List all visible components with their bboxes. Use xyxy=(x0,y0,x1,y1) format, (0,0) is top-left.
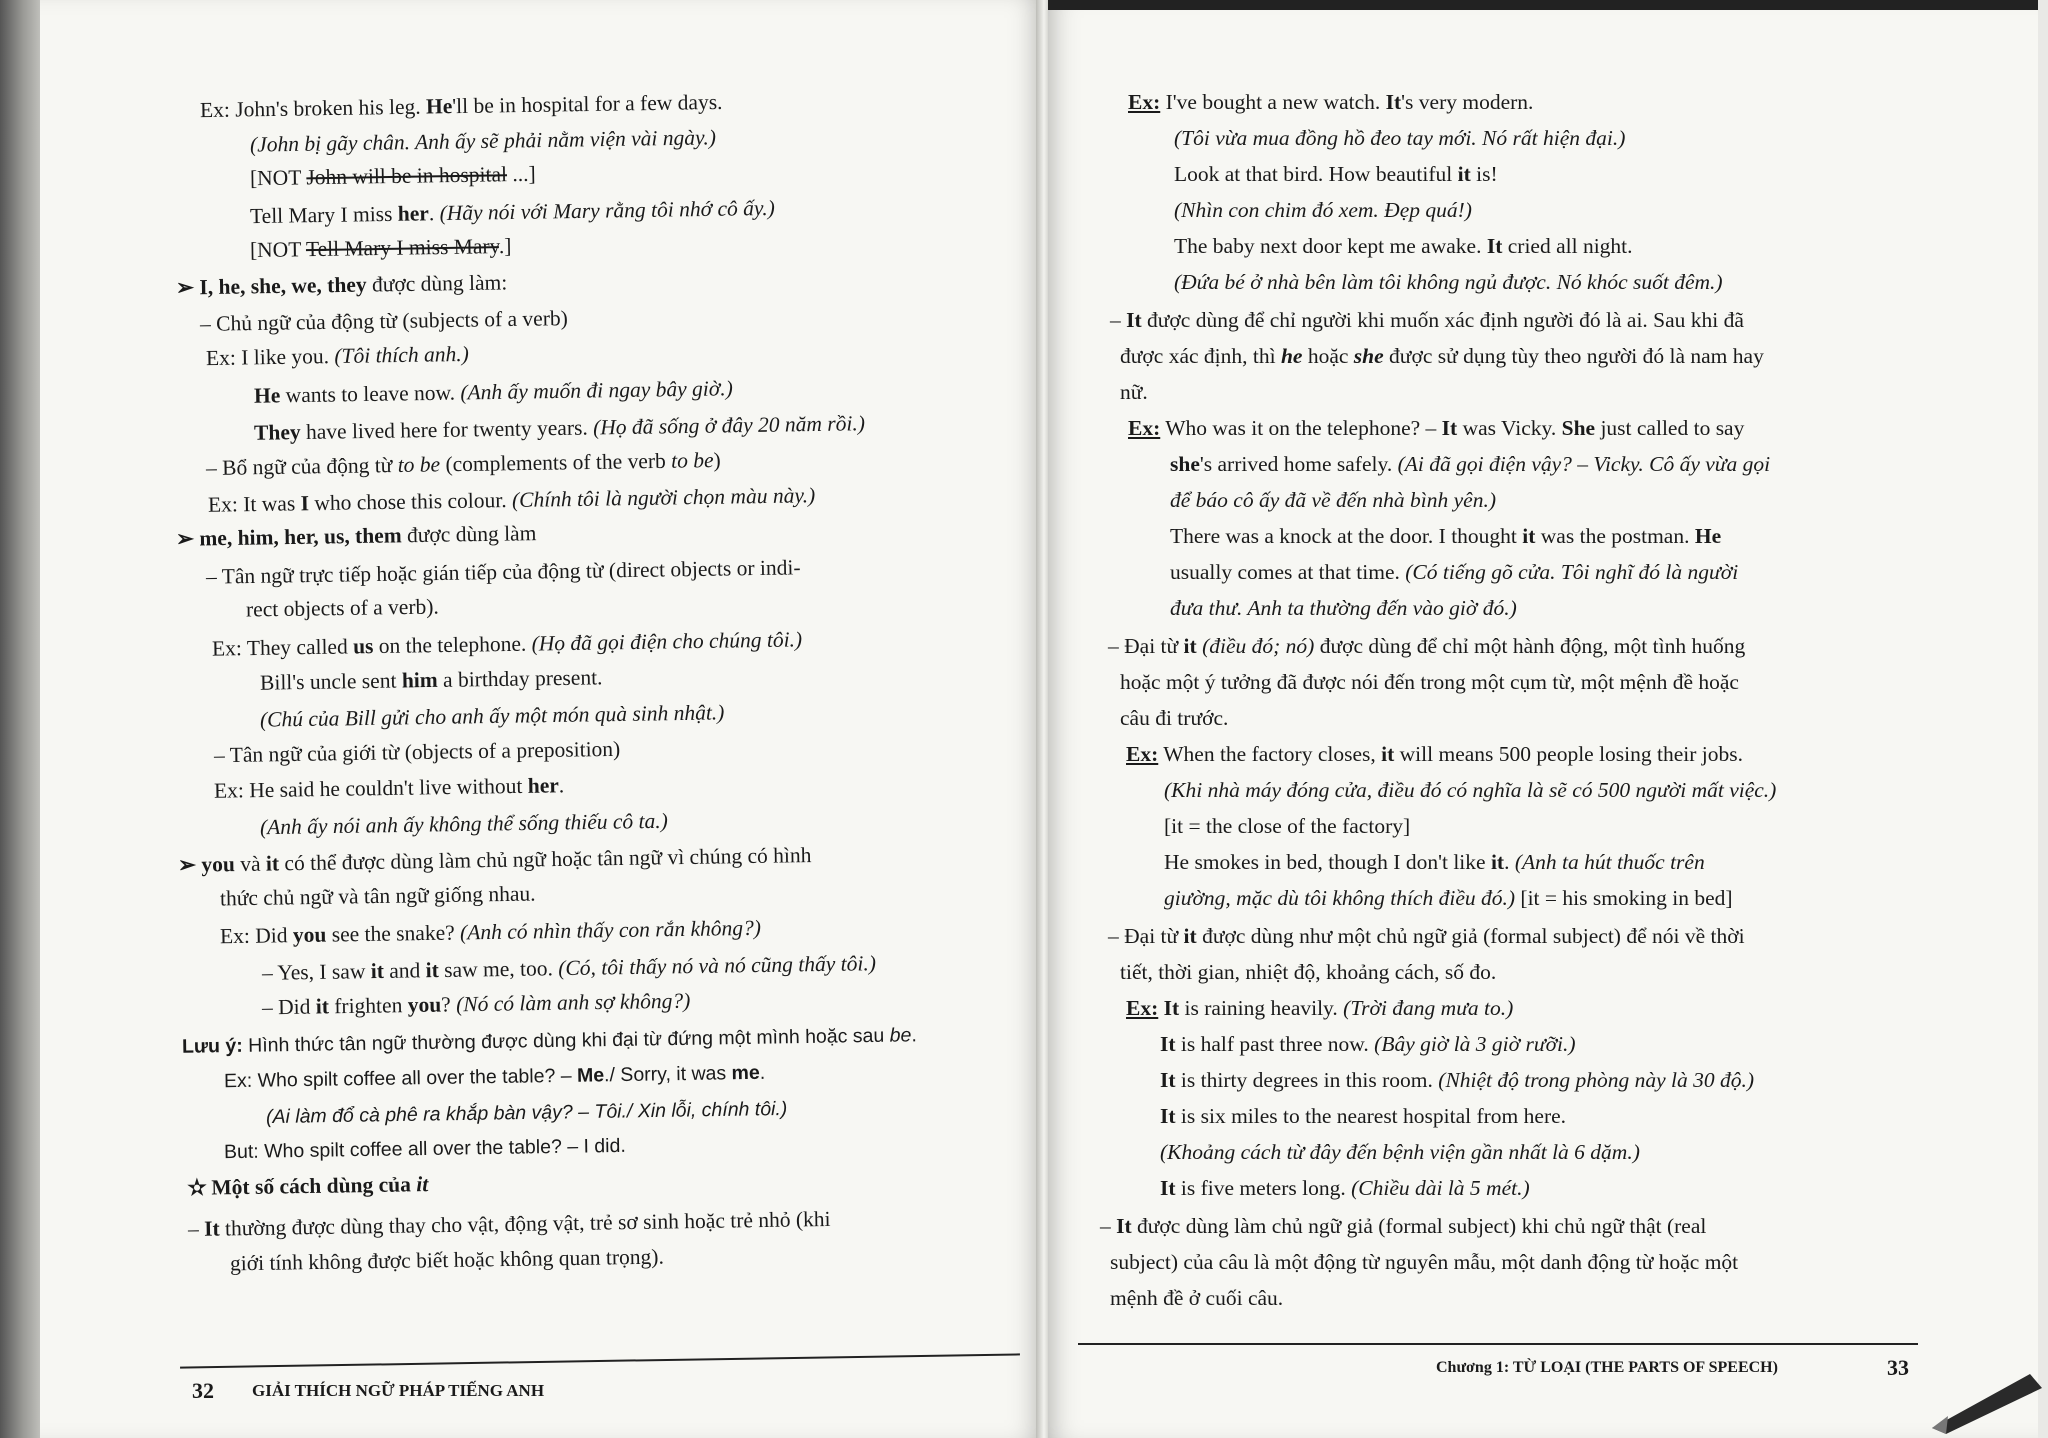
right-page-text-span: It xyxy=(1486,234,1503,258)
right-page-text-span: subject) của câu là một động từ nguyên mẫu, một danh động từ hoặc một xyxy=(1110,1250,1739,1274)
right-page-text-line xyxy=(1128,414,1744,442)
left-page-text-span: Ex: Who spilt coffee all over the table? – xyxy=(223,1064,578,1093)
right-page-text-span: (Ai đã gọi điện vậy? – Vicky. Cô ấy vừa gọi xyxy=(1397,452,1771,476)
right-page-text-span: – xyxy=(1100,1214,1117,1238)
left-page-text-span: They xyxy=(253,420,301,445)
right-page-text-line xyxy=(1120,704,1228,732)
right-page-text-span: 's very modern. xyxy=(1401,90,1534,114)
left-page-text-span: Ex: I like you. xyxy=(205,344,335,371)
right-page-text-span: is five meters long. xyxy=(1175,1176,1352,1200)
right-page-text-span: được sử dụng tùy theo người đó là nam hay xyxy=(1383,344,1764,368)
left-page-text-span: ✫ xyxy=(187,1175,212,1200)
right-page-text-line xyxy=(1170,486,1496,514)
right-page-text-line xyxy=(1160,1030,1576,1058)
right-page-text-span: cried all night. xyxy=(1502,234,1633,258)
left-page-text-span: see the snake? xyxy=(326,920,461,947)
right-page-text-line xyxy=(1174,268,1723,296)
right-page-text-span: it xyxy=(1522,524,1536,548)
left-page-text-line xyxy=(246,592,439,623)
right-page-text-line xyxy=(1160,1138,1640,1166)
right-page-text-span: He xyxy=(1694,524,1722,548)
left-page-text-span: and xyxy=(383,958,426,983)
left-page-text-line xyxy=(200,304,568,338)
right-page-text-line xyxy=(1126,740,1743,768)
left-page-text-span: được dùng làm: xyxy=(366,270,508,297)
right-page-text-span: – Đại từ xyxy=(1108,924,1184,948)
left-page-text-line xyxy=(200,88,723,124)
right-page-text-line xyxy=(1170,450,1770,478)
left-page-text-span: (complements of the verb xyxy=(439,448,672,477)
left-page-text-span: – xyxy=(187,1216,205,1242)
right-page-text-line xyxy=(1108,922,1745,950)
right-page xyxy=(1048,0,2038,1438)
left-page-text-line xyxy=(266,1094,788,1131)
right-page-text-span: (Nhiệt độ trong phòng này là 30 độ.) xyxy=(1438,1068,1754,1092)
right-page-text-span: It xyxy=(1126,308,1142,332)
left-page-text-span: saw me, too. xyxy=(438,956,559,983)
left-page-text-span: – Tân ngữ trực tiếp hoặc gián tiếp của động từ (direct objects or indi- xyxy=(205,555,801,589)
right-page-text-span: được dùng như một chủ ngữ giả (formal subject) để nói về thời xyxy=(1196,924,1745,948)
left-page-text-span: ➢ xyxy=(177,852,202,877)
left-page-text-span: to be xyxy=(670,448,714,473)
left-page-text-line xyxy=(262,949,876,987)
right-page-text-line xyxy=(1100,1212,1706,1240)
left-page-text-span: on the telephone. xyxy=(373,631,532,659)
left-page-text-line xyxy=(254,409,865,447)
left-page-text-line xyxy=(188,1170,429,1202)
right-footer-rule xyxy=(1078,1343,1918,1345)
right-page-text-line xyxy=(1120,342,1764,370)
right-page-text-span: (Trời đang mưa to.) xyxy=(1343,996,1514,1020)
right-page-text-span: It xyxy=(1163,996,1180,1020)
left-page-text-span: (Họ đã gọi điện cho chúng tôi.) xyxy=(531,627,803,656)
left-page-text-span: . xyxy=(558,773,565,798)
left-page-text-line xyxy=(188,1205,831,1243)
left-page-text-span: it xyxy=(370,958,385,984)
left-page-text-span: us xyxy=(352,634,374,659)
right-page-text-line xyxy=(1164,812,1410,840)
left-page-text-span: ) xyxy=(713,447,721,473)
left-page-text-span: thức chủ ngữ và tân ngữ giống nhau. xyxy=(219,881,536,911)
left-page-text-line xyxy=(260,663,603,696)
left-page-text-line xyxy=(254,374,733,410)
right-page-text-span: will means 500 people losing their jobs. xyxy=(1394,742,1744,766)
right-page-text-line xyxy=(1174,232,1633,260)
left-page-text-line xyxy=(250,123,716,158)
left-page-text-span: Ex: They called xyxy=(211,634,354,661)
left-page-text-span: – Chủ ngữ của động từ (subjects of a verb) xyxy=(199,306,568,336)
right-page-text-span: Ex: xyxy=(1128,90,1161,114)
right-page-text-span: Look at that bird. How beautiful xyxy=(1174,162,1458,186)
right-page-text-span: There was a knock at the door. I thought xyxy=(1170,524,1523,548)
right-page-text-span: được dùng để chỉ người khi muốn xác định người đó là ai. Sau khi đã xyxy=(1141,308,1744,332)
right-page-text-span: (Tôi vừa mua đồng hồ đeo tay mới. Nó rất hiện đại.) xyxy=(1174,126,1626,150)
right-page-text-line xyxy=(1170,594,1517,622)
right-page-text-line xyxy=(1126,994,1513,1022)
left-page-text-span: – Yes, I saw xyxy=(261,959,371,985)
left-page-text-span: [NOT xyxy=(249,237,307,263)
left-page-text-span: Lưu ý: xyxy=(181,1034,243,1058)
left-page-text-line xyxy=(250,194,775,230)
right-page-text-span: it xyxy=(1490,850,1505,874)
left-page-text-span: him xyxy=(401,667,438,693)
left-page-text-span: have lived here for twenty years. xyxy=(300,415,594,445)
left-page-text-line xyxy=(206,340,469,372)
right-page-text-line xyxy=(1174,124,1625,152)
right-footer-page-number: 33 xyxy=(1887,1355,1909,1380)
left-page-text-span: có thể được dùng làm chủ ngữ hoặc tân ngữ vì chúng có hình xyxy=(278,843,812,876)
left-page-text-span: it xyxy=(416,1172,429,1197)
right-page-text-span: hoặc một ý tưởng đã được nói đến trong một cụm từ, một mệnh đề hoặc xyxy=(1120,670,1739,694)
right-page-text-span: is half past three now. xyxy=(1175,1032,1375,1056)
left-page-text-span: (Tôi thích anh.) xyxy=(334,341,469,369)
left-page-text-span: . xyxy=(759,1061,766,1084)
right-page-text-line xyxy=(1108,632,1745,660)
right-page-text-line xyxy=(1174,196,1472,224)
right-page-text-span: It xyxy=(1160,1176,1176,1200)
left-page-text-line xyxy=(182,1020,917,1061)
right-page-text-span: 's arrived home safely. xyxy=(1199,452,1398,476)
right-page-text-span: đưa thư. Anh ta thường đến vào giờ đó.) xyxy=(1170,596,1517,620)
left-page-text-span: ➢ xyxy=(175,526,200,551)
left-page-text-span: it xyxy=(425,958,440,983)
left-page-text-span: (Anh ấy nói anh ấy không thể sống thiếu cô ta.) xyxy=(259,808,668,840)
left-page-text-line xyxy=(250,232,512,264)
right-page-text-span: (Nhìn con chim đó xem. Đẹp quá!) xyxy=(1174,198,1472,222)
left-page-text-line xyxy=(176,519,537,553)
right-page-text-span: (Chiều dài là 5 mét.) xyxy=(1351,1176,1530,1200)
left-page-text-span: her xyxy=(397,201,430,226)
left-page-text-span: – Tân ngữ của giới từ (objects of a preposition) xyxy=(213,736,621,768)
right-page-text-span: giường, mặc dù tôi không thích điều đó.) xyxy=(1164,886,1516,910)
left-page-text-span: (Họ đã sống ở đây 20 năm rồi.) xyxy=(592,411,866,440)
left-page-text-line xyxy=(208,481,816,519)
left-page-text-line xyxy=(262,987,691,1022)
right-page-text-span: it xyxy=(1183,924,1197,948)
left-page-text-span: it xyxy=(315,994,330,1019)
right-page-text-span: just called to say xyxy=(1595,416,1745,440)
left-page-text-span: I xyxy=(300,491,310,516)
left-page-text-line xyxy=(220,880,536,913)
right-page-text-span: . xyxy=(1504,850,1515,874)
left-page-text-span: rect objects of a verb). xyxy=(245,594,439,622)
left-page-text-span: . xyxy=(428,201,440,226)
right-page-text-span: được dùng để chỉ một hành động, một tình huống xyxy=(1314,634,1746,658)
left-page-text-span: who chose this colour. xyxy=(308,487,513,516)
left-page-text-span: Tell Mary I miss Mary xyxy=(305,234,500,262)
left-page-text-span: it xyxy=(265,851,280,876)
left-page-text-line xyxy=(206,553,801,590)
left-page-text-line xyxy=(176,268,508,301)
left-page-text-line xyxy=(260,698,725,733)
right-page-text-span: she xyxy=(1170,452,1200,476)
left-page-text-span: thường được dùng thay cho vật, động vật, trẻ sơ sinh hoặc trẻ nhỏ (khi xyxy=(219,1206,831,1241)
right-page-text-line xyxy=(1110,1284,1283,1312)
right-page-text-span: he xyxy=(1280,344,1303,368)
right-page-text-span: it xyxy=(1457,162,1471,186)
right-page-text-span: it xyxy=(1183,634,1197,658)
left-page-text-span: you xyxy=(407,992,442,1018)
left-page-text-span: her xyxy=(527,773,559,798)
left-page-text-span: (Nó có làm anh sợ không?) xyxy=(455,988,691,1017)
left-page-text-span: He xyxy=(425,94,453,119)
left-page-text-line xyxy=(224,1058,766,1095)
left-page-text-span: ➢ xyxy=(175,275,200,300)
right-page-text-span: It xyxy=(1385,90,1402,114)
right-page-text-span: được dùng làm chủ ngữ giả (formal subject) khi chủ ngữ thật (real xyxy=(1131,1214,1707,1238)
right-page-text-line xyxy=(1120,378,1148,406)
left-page-text-span: He xyxy=(253,383,281,408)
right-page-text-span: usually comes at that time. xyxy=(1170,560,1406,584)
left-page-text-line xyxy=(224,1131,626,1166)
left-page-text-span: được dùng làm xyxy=(401,521,537,548)
left-page-text-span: (Ai làm đổ cà phê ra khắp bàn vậy? – Tôi./ Xin lỗi, chính tôi.) xyxy=(265,1097,788,1129)
right-page-text-span: The baby next door kept me awake. xyxy=(1174,234,1487,258)
right-page-text-span: It xyxy=(1116,1214,1132,1238)
left-page-text-span: .] xyxy=(498,233,512,259)
right-page-text-span: [it = the close of the factory] xyxy=(1164,814,1411,838)
left-page-text-span: wants to leave now. xyxy=(280,380,461,408)
right-page-text-line xyxy=(1164,776,1776,804)
left-page-text-span: [NOT xyxy=(249,165,307,191)
right-page-text-span: was the postman. xyxy=(1535,524,1695,548)
right-page-text-span: Who was it on the telephone? – xyxy=(1160,416,1442,440)
pencil-mark-icon xyxy=(1926,1366,2046,1436)
left-page-text-span: ? xyxy=(440,992,457,1017)
left-page-text-line xyxy=(178,841,812,879)
top-edge xyxy=(1048,0,2038,10)
right-page-text-span: – xyxy=(1110,308,1127,332)
left-page-text-span: be xyxy=(889,1024,912,1047)
right-page-text-span: It xyxy=(1441,416,1458,440)
right-page-text-span: It xyxy=(1160,1032,1176,1056)
left-footer-page-number: 32 xyxy=(192,1378,214,1403)
right-page-text-span: hoặc xyxy=(1302,344,1354,368)
left-page-text-span: John will be in hospital xyxy=(306,162,508,190)
left-page-text-line xyxy=(212,625,803,662)
right-footer-chapter: Chương 1: TỪ LOẠI (THE PARTS OF SPEECH) xyxy=(1436,1359,1778,1376)
right-page-text-span: I've bought a new watch. xyxy=(1160,90,1386,114)
left-page-text-span: to be xyxy=(397,452,441,478)
right-page-text-span: [it = his smoking in bed] xyxy=(1515,886,1733,910)
right-page-text-span: (Khi nhà máy đóng cửa, điều đó có nghĩa là sẽ có 500 người mất việc.) xyxy=(1164,778,1777,802)
right-page-text-span: câu đi trước. xyxy=(1120,706,1229,730)
right-page-text-span: is thirty degrees in this room. xyxy=(1175,1068,1439,1092)
left-page-text-span: (Chú của Bill gửi cho anh ấy một món quà sinh nhật.) xyxy=(259,700,725,732)
left-page-text-span: Ex: John's broken his leg. xyxy=(199,94,427,123)
left-page-text-span: me, him, her, us, them xyxy=(199,523,402,551)
left-page-text-line xyxy=(214,771,565,804)
right-page-text-line xyxy=(1120,958,1496,986)
left-page-text-span: (Chính tôi là người chọn màu này.) xyxy=(511,483,816,512)
left-page-text-span: . xyxy=(911,1024,917,1047)
left-page-text-span: It xyxy=(203,1216,220,1241)
right-page-text-span: – Đại từ xyxy=(1108,634,1184,658)
right-page-text-span: was Vicky. xyxy=(1457,416,1562,440)
left-page-text-span: 'll be in hospital for a few days. xyxy=(452,89,723,119)
left-page-text-span: (Anh có nhìn thấy con rắn không?) xyxy=(459,915,762,945)
right-page-text-line xyxy=(1170,522,1721,550)
right-page-text-span: (Khoảng cách từ đây đến bệnh viện gần nhất là 6 dặm.) xyxy=(1160,1140,1640,1164)
right-page-text-span: (Đứa bé ở nhà bên làm tôi không ngủ được. Nó khóc suốt đêm.) xyxy=(1174,270,1723,294)
right-page-text-line xyxy=(1110,1248,1738,1276)
right-page-text-line xyxy=(1174,160,1498,188)
right-page-text-span: (Anh ta hút thuốc trên xyxy=(1514,850,1705,874)
left-page-text-span: Bill's uncle sent xyxy=(259,668,403,695)
left-page-text-span: Tell Mary I miss xyxy=(249,201,398,229)
left-page-text-line xyxy=(206,446,721,482)
right-page-text-line xyxy=(1170,558,1738,586)
right-page-text-span: tiết, thời gian, nhiệt độ, khoảng cách, số đo. xyxy=(1120,960,1497,984)
left-page-text-span: you xyxy=(201,852,236,877)
right-page-text-line xyxy=(1160,1102,1566,1130)
left-page-text-span: frighten xyxy=(328,993,408,1019)
left-page-text-span: Me xyxy=(576,1064,605,1087)
right-page-text-span: is! xyxy=(1470,162,1498,186)
right-page-text-span: He smokes in bed, though I don't like xyxy=(1164,850,1491,874)
left-page-text-span: – Bổ ngữ của động từ xyxy=(205,453,398,481)
right-page-text-line xyxy=(1120,668,1739,696)
right-page-text-span: Ex: xyxy=(1128,416,1161,440)
right-page-text-span: is six miles to the nearest hospital from here. xyxy=(1175,1104,1567,1128)
right-page-text-line xyxy=(1160,1066,1754,1094)
right-page-text-span: It xyxy=(1160,1068,1176,1092)
left-page-text-span: Ex: Did xyxy=(219,923,294,949)
right-page-text-span: it xyxy=(1381,742,1395,766)
right-page-text-span: Ex: xyxy=(1126,742,1159,766)
right-page-text-span: (điều đó; nó) xyxy=(1202,634,1315,658)
right-page-text-span: (Bây giờ là 3 giờ rưỡi.) xyxy=(1374,1032,1576,1056)
left-page-text-span: me xyxy=(731,1061,760,1085)
right-page-text-span: She xyxy=(1561,416,1596,440)
right-page-text-line xyxy=(1164,848,1705,876)
left-page-text-span: (John bị gãy chân. Anh ấy sẽ phải nằm viện vài ngày.) xyxy=(249,125,717,157)
left-page-text-line xyxy=(250,160,536,192)
left-page xyxy=(40,0,1040,1438)
left-page-text-span: Ex: He said he couldn't live without xyxy=(213,773,528,803)
left-page-text-line xyxy=(214,735,621,769)
left-page-text-span: ./ Sorry, it was xyxy=(603,1062,732,1087)
right-page-text-line xyxy=(1164,884,1733,912)
left-page-text-span: I, he, she, we, they xyxy=(199,272,367,300)
right-page-text-span: Ex: xyxy=(1126,996,1159,1020)
left-page-text-span: (Hãy nói với Mary rằng tôi nhớ cô ấy.) xyxy=(439,195,775,226)
right-page-text-span: để báo cô ấy đã về đến nhà bình yên.) xyxy=(1170,488,1496,512)
left-page-text-span: ...] xyxy=(506,161,536,187)
left-page-text-span: Hình thức tân ngữ thường được dùng khi đại từ đứng một mình hoặc sau xyxy=(242,1024,890,1057)
left-page-text-span: (Có, tôi thấy nó và nó cũng thấy tôi.) xyxy=(558,951,877,981)
left-page-text-span: you xyxy=(292,922,327,948)
right-page-text-span: is raining heavily. xyxy=(1179,996,1344,1020)
left-page-text-span: giới tính không được biết hoặc không quan trọng). xyxy=(229,1244,665,1276)
left-page-text-span: But: Who spilt coffee all over the table? – I did. xyxy=(223,1134,626,1164)
left-page-text-line xyxy=(260,807,668,841)
right-page-text-line xyxy=(1128,88,1533,116)
left-page-text-span: – Did xyxy=(261,994,316,1020)
right-page-text-span: nữ. xyxy=(1120,380,1148,404)
right-page-text-span: được xác định, thì xyxy=(1120,344,1281,368)
right-page-text-line xyxy=(1160,1174,1530,1202)
right-page-text-line xyxy=(1110,306,1744,334)
left-page-text-span: a birthday present. xyxy=(437,665,603,692)
right-page-text-span: mệnh đề ở cuối câu. xyxy=(1110,1286,1284,1310)
left-page-text-line xyxy=(220,914,761,950)
left-page-text-line xyxy=(230,1243,664,1278)
left-footer-title: GIẢI THÍCH NGỮ PHÁP TIẾNG ANH xyxy=(252,1381,545,1400)
right-page-text-span: It xyxy=(1160,1104,1176,1128)
left-page-text-span: và xyxy=(234,851,267,877)
left-page-text-span: (Anh ấy muốn đi ngay bây giờ.) xyxy=(460,376,733,405)
right-page-text-span: (Có tiếng gõ cửa. Tôi nghĩ đó là người xyxy=(1405,560,1739,584)
left-page-text-span: Một số cách dùng của xyxy=(211,1172,417,1200)
right-page-text-span: she xyxy=(1353,344,1384,368)
right-page-text-span: When the factory closes, xyxy=(1158,742,1382,766)
left-page-text-span: Ex: It was xyxy=(207,491,301,517)
